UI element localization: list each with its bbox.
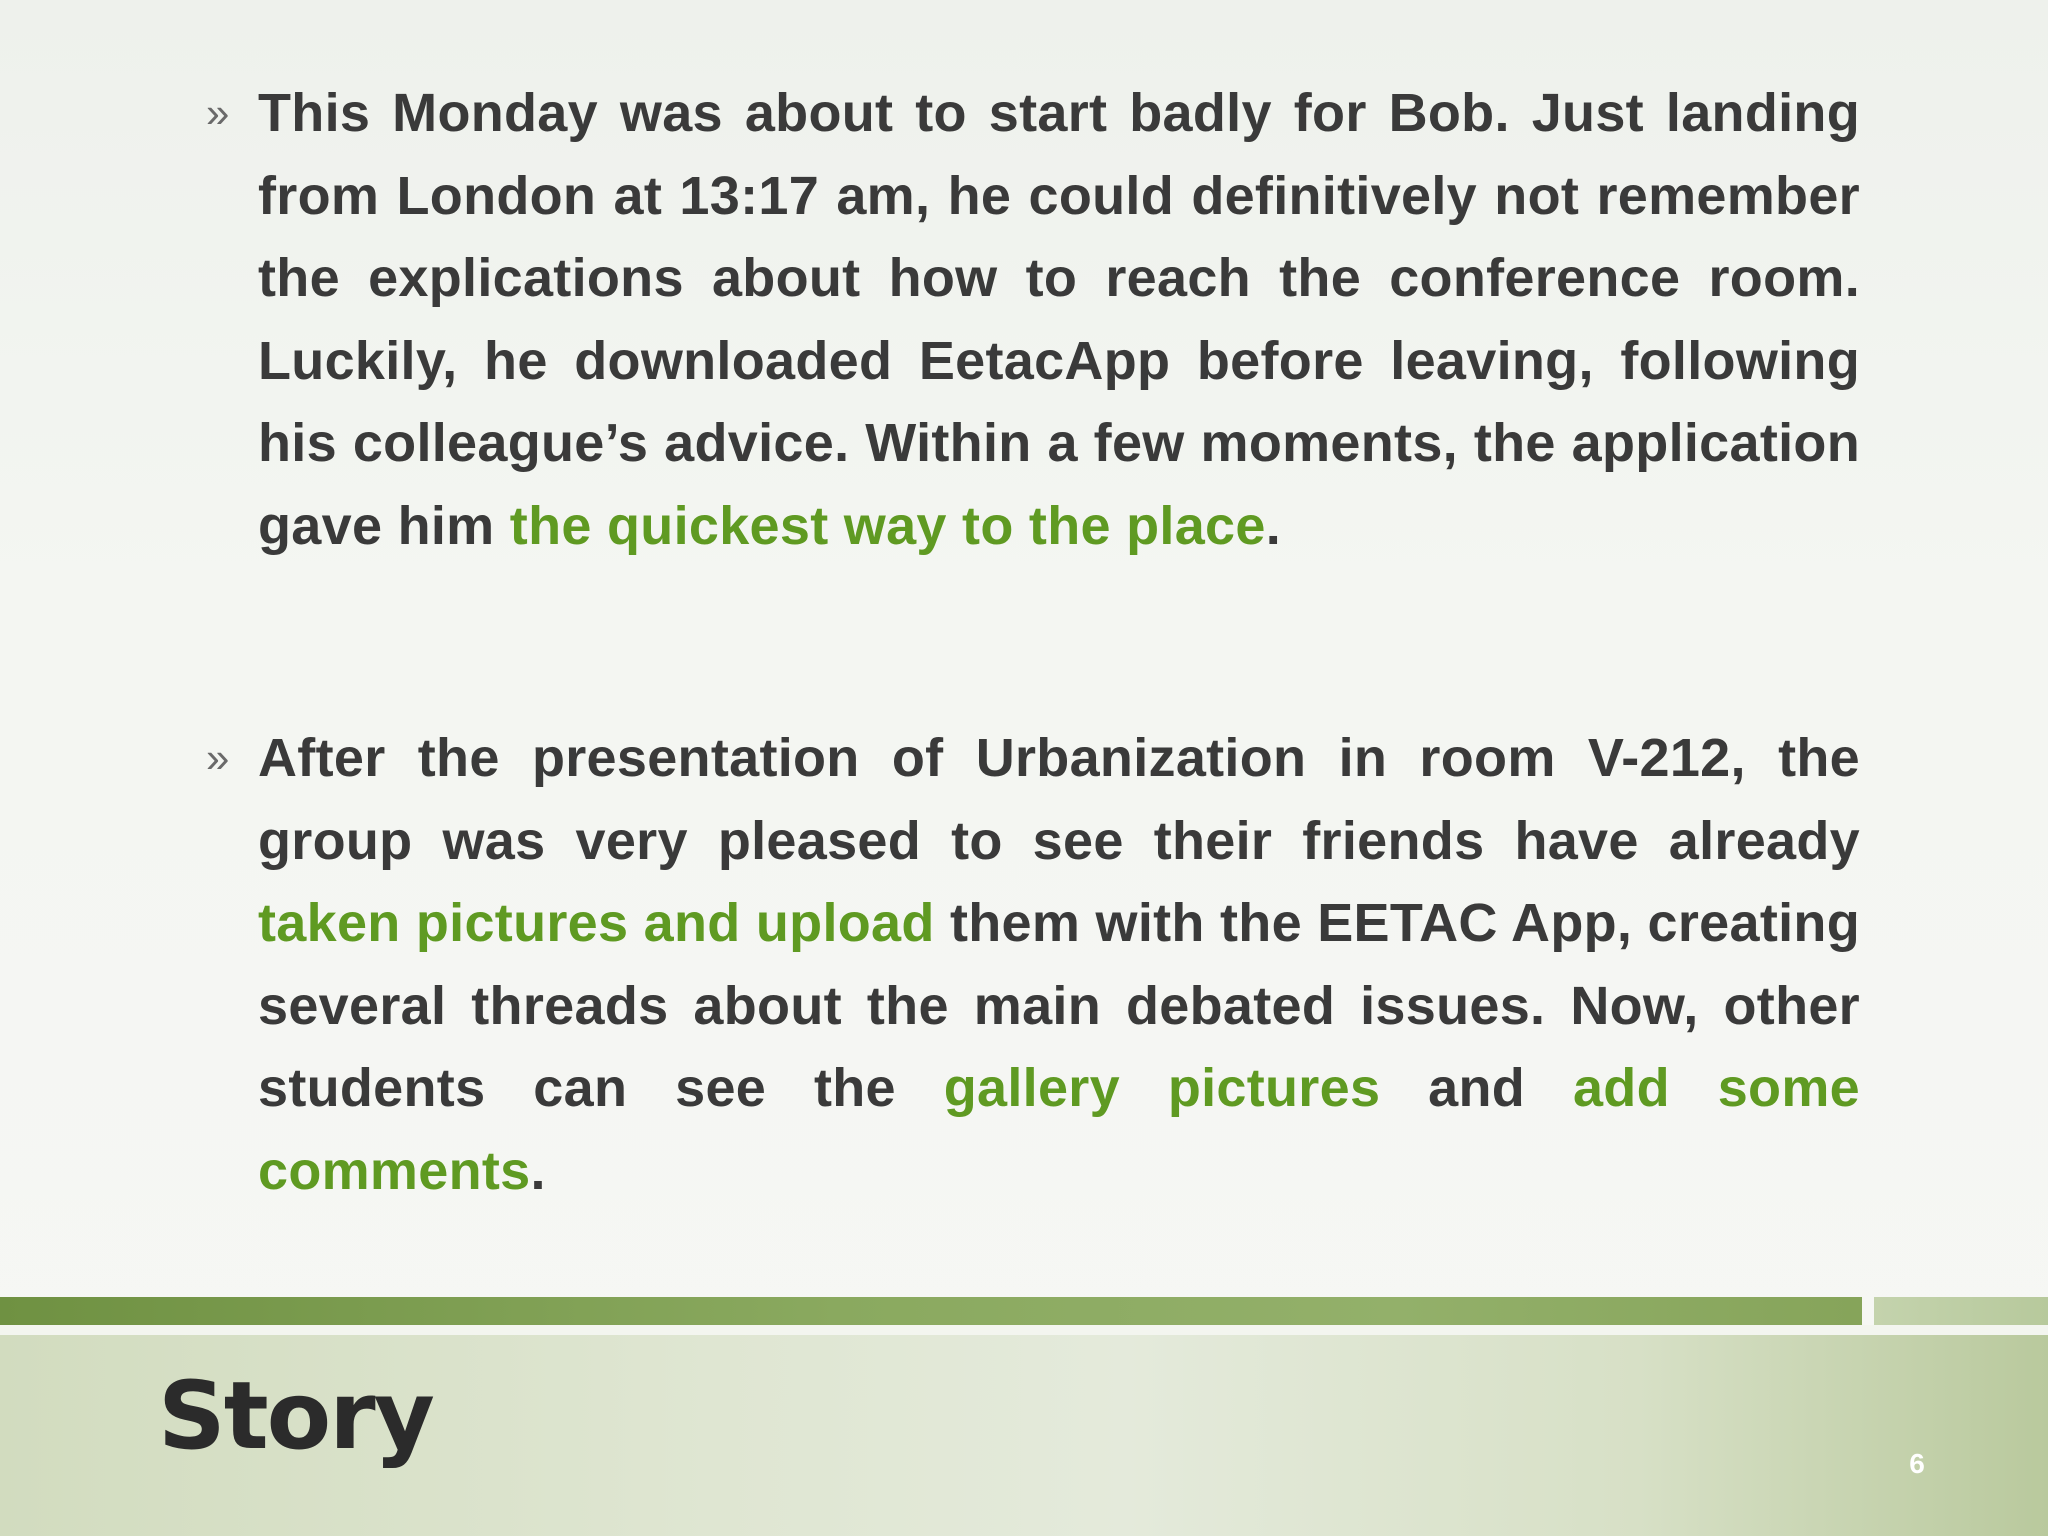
bullet-text: .	[1265, 495, 1282, 556]
highlighted-text: gallery pictures	[943, 1058, 1381, 1118]
bullet-text: This Monday was about to start badly for Bob. Just landing from London at 13:17 am, he could definitively not remember the explications about how to reach the conference room. Luckily, he downloaded EetacApp before leaving, following his colleague’s advice. Within a few moments, the application gave him	[258, 83, 1860, 556]
slide-content	[200, 72, 1860, 1212]
bullet-marker-icon: »	[206, 89, 230, 136]
highlighted-text: the quickest way to the place	[509, 495, 1266, 556]
bullet-text: them with the EETAC App, creating several threads about the main debated issues. Now, other students can see the	[258, 893, 1861, 1118]
footer-divider	[0, 1325, 2048, 1335]
highlighted-text: add some comments	[258, 1058, 1860, 1201]
bullet-text: and	[1380, 1058, 1573, 1118]
slide-title: Story	[158, 1362, 433, 1471]
footer-band-light	[1874, 1297, 2048, 1325]
bullet-paragraph	[200, 717, 1860, 1212]
bullet-paragraph	[200, 72, 1860, 567]
highlighted-text: taken pictures and upload	[258, 893, 935, 953]
bullet-text: .	[530, 1140, 546, 1201]
bullet-text: After the presentation of Urbanization in room V-212, the group was very pleased to see their friends have already	[258, 728, 1860, 871]
page-number: 6	[1909, 1448, 1925, 1479]
footer-band-dark	[0, 1297, 1862, 1325]
bullet-marker-icon: »	[206, 734, 230, 781]
